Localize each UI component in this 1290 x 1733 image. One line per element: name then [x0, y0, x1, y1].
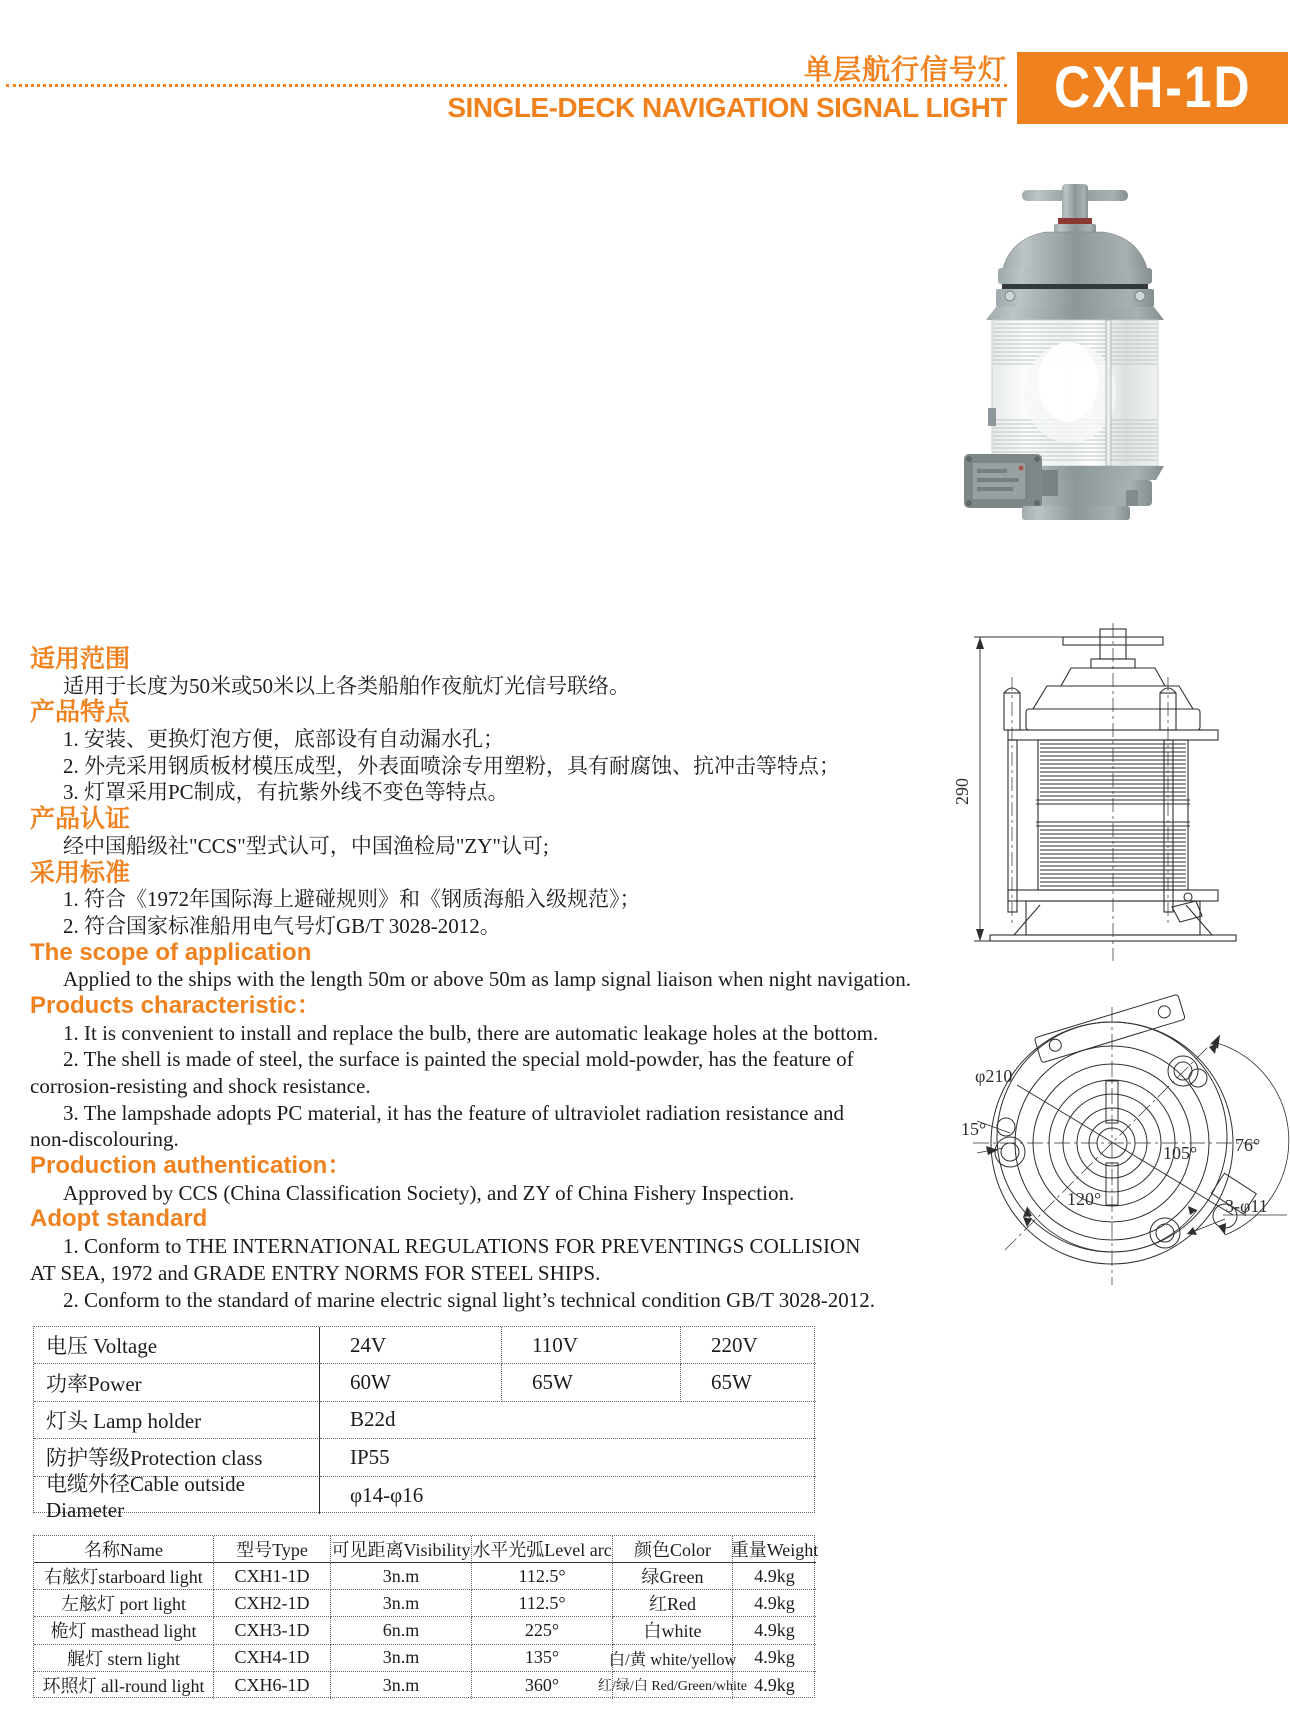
spec-label: 电压 Voltage [34, 1327, 320, 1364]
body-line: 1. 符合《1972年国际海上避碰规则》和《钢质海船入级规范》； [63, 887, 641, 912]
body-line: 2. 符合国家标准船用电气号灯GB/T 3028-2012。 [63, 913, 501, 938]
table-cell: 左舷灯 port light [34, 1590, 214, 1617]
spec-value: IP55 [320, 1439, 816, 1476]
table-cell: 135° [472, 1645, 613, 1672]
spec-label: 电缆外径Cable outside Diameter [34, 1477, 320, 1514]
body-line: 适用于长度为50米或50米以上各类船舶作夜航灯光信号联络。 [63, 673, 630, 698]
bottom-view-105deg-label: 105° [1163, 1143, 1198, 1163]
spec-label: 灯头 Lamp holder [34, 1402, 320, 1439]
spec-value: φ14-φ16 [350, 1482, 424, 1507]
body-line: AT SEA, 1972 and GRADE ENTRY NORMS FOR STEEL SHIPS. [30, 1260, 601, 1285]
body-line: 3. 灯罩采用PC制成，有抗紫外线不变色等特点。 [63, 780, 509, 805]
front-elevation-technical-drawing [950, 615, 1290, 965]
section-heading-scope-en: The scope of application [30, 938, 312, 966]
spec-label: 防护等级Protection class [34, 1439, 320, 1476]
body-text-column [30, 645, 912, 1313]
body-line: Approved by CCS (China Classification Society), and ZY of China Fishery Inspection. [63, 1180, 795, 1205]
bottom-view-76deg-label: 76° [1235, 1135, 1261, 1155]
body-line: 2. Conform to the standard of marine electric signal light’s technical condition GB/T 3028-2012. [63, 1287, 876, 1312]
section-heading-certification-cn: 产品认证 [30, 805, 131, 834]
spec-value: 65W [681, 1364, 816, 1401]
table-cell: 112.5° [472, 1590, 613, 1617]
spec-value: 60W [320, 1364, 502, 1401]
front-view-drawing [950, 615, 1290, 965]
table-cell: 3n.m [331, 1590, 472, 1617]
column-header: 重量Weight [733, 1536, 816, 1563]
table-cell: CXH1-1D [214, 1563, 331, 1590]
body-line: 3. The lampshade adopts PC material, it has the feature of ultraviolet radiation resistance and [63, 1100, 845, 1125]
table-cell: 4.9kg [733, 1590, 816, 1617]
spec-value: 110V [502, 1327, 681, 1364]
column-header: 型号Type [214, 1536, 331, 1563]
page-title-chinese: 单层航行信号灯 [803, 54, 1007, 85]
table-cell: 右舷灯starboard light [34, 1563, 214, 1590]
section-heading-standard-cn: 采用标准 [30, 858, 131, 887]
body-line: 2. 外壳采用钢质板材模压成型，外表面喷涂专用塑粉，具有耐腐蚀、抗冲击等特点； [63, 753, 840, 778]
table-cell: 3n.m [331, 1672, 472, 1699]
table-cell: 白white [613, 1617, 733, 1644]
section-heading-features-en: Products characteristic： [30, 991, 321, 1019]
bottom-plan-technical-drawing [935, 985, 1290, 1295]
table-cell: 225° [472, 1617, 613, 1644]
table-cell: 4.9kg [733, 1645, 816, 1672]
table-cell: 桅灯 masthead light [34, 1617, 214, 1644]
spec-value: 24V [320, 1327, 502, 1364]
table-cell: CXH3-1D [214, 1617, 331, 1644]
table-cell: 6n.m [331, 1617, 472, 1644]
table-cell: 艉灯 stern light [34, 1645, 214, 1672]
model-badge [1017, 52, 1288, 124]
table-cell: 红/绿/白 Red/Green/white [613, 1672, 733, 1699]
table-cell: 360° [472, 1672, 613, 1699]
model-badge-label: CXH-1D [1053, 55, 1252, 121]
body-line: corrosion-resisting and shock resistance. [30, 1074, 371, 1098]
body-line: 1. 安装、更换灯泡方便，底部设有自动漏水孔； [63, 727, 504, 752]
bottom-view-holes-label: 3-φ11 [1225, 1196, 1268, 1216]
product-photo [958, 180, 1190, 530]
model-table [33, 1535, 819, 1698]
bottom-view-drawing [935, 985, 1290, 1295]
table-cell: 环照灯 all-round light [34, 1672, 214, 1699]
table-cell: 白/黄 white/yellow [613, 1645, 733, 1672]
body-line: 1. It is convenient to install and replace the bulb, there are automatic leakage holes at the bottom. [63, 1020, 879, 1045]
table-cell: 3n.m [331, 1645, 472, 1672]
body-line: Applied to the ships with the length 50m or above 50m as lamp signal liaison when night navigation. [63, 967, 912, 992]
section-heading-standard-en: Adopt standard [30, 1205, 208, 1233]
column-header: 水平光弧Level arc [472, 1536, 613, 1563]
column-header: 可见距离Visibility [331, 1536, 472, 1563]
column-header: 名称Name [34, 1536, 214, 1563]
section-heading-features-cn: 产品特点 [30, 698, 131, 727]
navigation-light-photo-illustration [958, 180, 1190, 525]
table-cell: CXH2-1D [214, 1590, 331, 1617]
bottom-view-120deg-label: 120° [1067, 1189, 1102, 1209]
front-view-height-dimension: 290 [952, 778, 972, 805]
table-cell: 4.9kg [733, 1563, 816, 1590]
bottom-view-15deg-label: 15° [961, 1119, 987, 1139]
header-dotted-rule [6, 84, 1007, 87]
body-line: 1. Conform to THE INTERNATIONAL REGULATIONS FOR PREVENTINGS COLLISION [63, 1234, 861, 1259]
spec-value: 220V [681, 1327, 816, 1364]
table-cell: 4.9kg [754, 1674, 795, 1695]
table-cell: 绿Green [613, 1563, 733, 1590]
spec-value: B22d [320, 1402, 816, 1439]
spec-label: 功率Power [34, 1364, 320, 1401]
bottom-view-diameter-label: φ210 [975, 1066, 1013, 1086]
table-cell: CXH6-1D [214, 1672, 331, 1699]
table-cell: 112.5° [472, 1563, 613, 1590]
table-cell: 3n.m [331, 1563, 472, 1590]
table-cell: 红Red [613, 1590, 733, 1617]
body-line: 经中国船级社"CCS"型式认可，中国渔检局"ZY"认可; [63, 833, 549, 858]
spec-table [33, 1326, 815, 1522]
column-header: 颜色Color [613, 1536, 733, 1563]
body-line: 2. The shell is made of steel, the surface is painted the special mold-powder, has the feature of [63, 1047, 854, 1072]
section-heading-authentication-en: Production authentication： [30, 1152, 352, 1180]
table-cell: 4.9kg [733, 1617, 816, 1644]
section-heading-scope-cn: 适用范围 [30, 645, 131, 673]
table-cell: CXH4-1D [214, 1645, 331, 1672]
spec-value: 65W [502, 1364, 681, 1401]
page-title-english: SINGLE-DECK NAVIGATION SIGNAL LIGHT [447, 92, 1007, 123]
body-line: non-discolouring. [30, 1127, 179, 1152]
